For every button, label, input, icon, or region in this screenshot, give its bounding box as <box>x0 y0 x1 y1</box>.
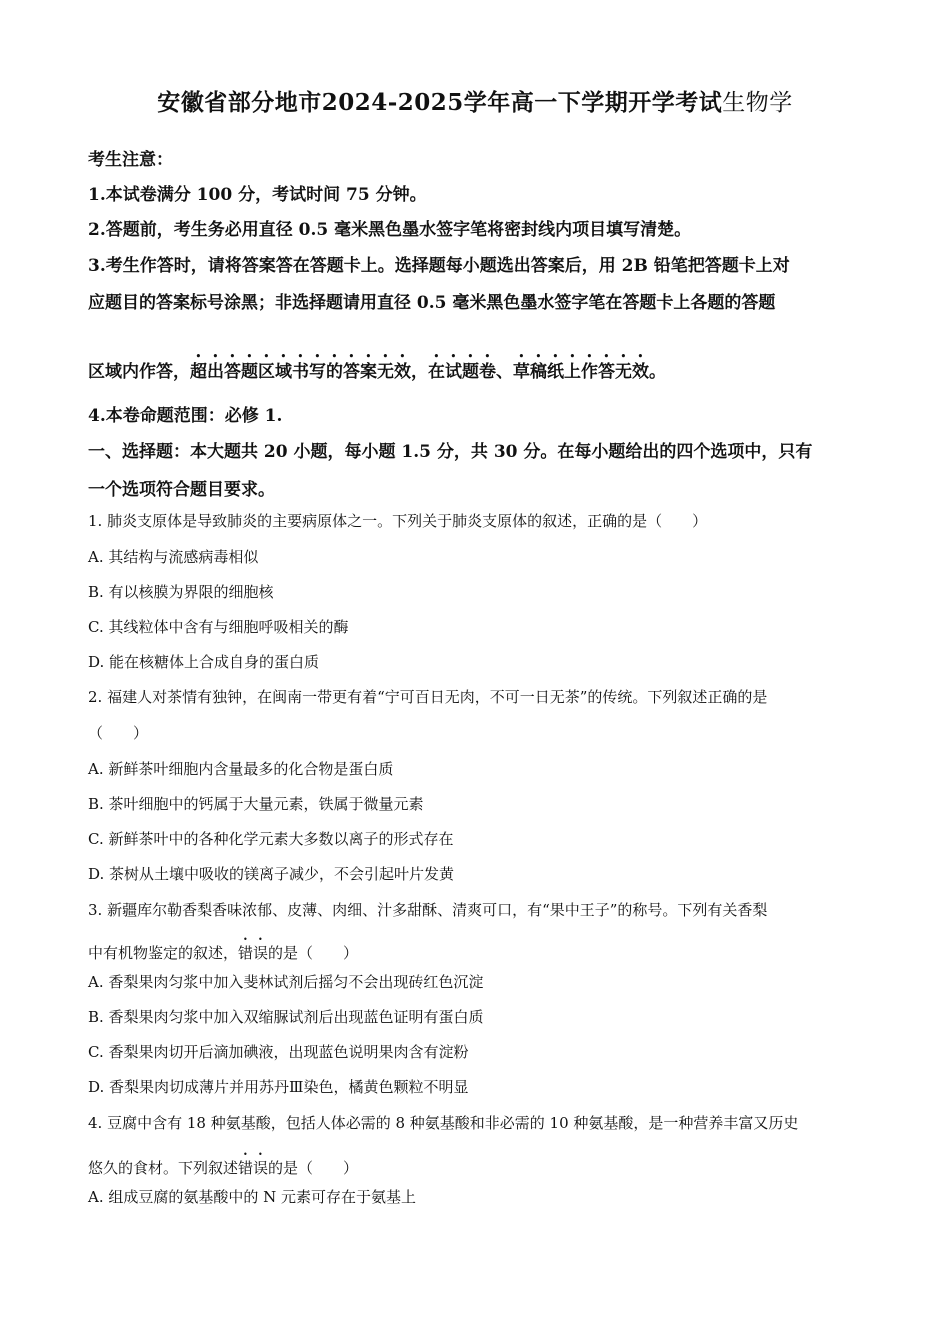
notice-item-3-line-3 <box>88 352 666 382</box>
section-heading-line-2: 一个选项符合题目要求。 <box>88 480 275 500</box>
question-3-option-d: D. 香梨果肉切成薄片并用苏丹Ⅲ染色，橘黄色颗粒不明显 <box>88 1078 469 1096</box>
page-title <box>0 84 950 117</box>
stem-text: 的是（ ） <box>268 1159 359 1177</box>
question-2-option-d: D. 茶树从土壤中吸收的镁离子减少，不会引起叶片发黄 <box>88 865 455 883</box>
stem-text: 悠久的食材。下列叙述 <box>88 1159 239 1177</box>
question-3-option-b: B. 香梨果肉匀浆中加入双缩脲试剂后出现蓝色证明有蛋白质 <box>88 1008 484 1026</box>
question-4-option-a: A. 组成豆腐的氨基酸中的 N 元素可存在于氨基上 <box>88 1188 417 1206</box>
question-2-stem-line-1: 2. 福建人对茶情有独钟，在闽南一带更有着“宁可百日无肉，不可一日无茶”的传统。下列叙述正确的是 <box>88 688 768 706</box>
notice-item-4: 4.本卷命题范围：必修 1. <box>88 406 283 426</box>
notice-item-2: 2.答题前，考生务必用直径 0.5 毫米黑色墨水签字笔将密封线内项目填写清楚。 <box>88 220 692 240</box>
notice-item-3-line-1: 3.考生作答时，请将答案答在答题卡上。选择题每小题选出答案后，用 2B 铅笔把答题卡上对 <box>88 256 790 276</box>
stem-text: 的是（ ） <box>268 944 359 962</box>
question-2-option-b: B. 茶叶细胞中的钙属于大量元素，铁属于微量元素 <box>88 795 424 813</box>
question-1-option-b: B. 有以核膜为界限的细胞核 <box>88 583 274 601</box>
emphasis-text: 超出答题区域书写的答案无效 <box>190 362 411 382</box>
question-3-option-a: A. 香梨果肉匀浆中加入斐林试剂后摇匀不会出现砖红色沉淀 <box>88 973 484 991</box>
question-1-stem: 1. 肺炎支原体是导致肺炎的主要病原体之一。下列关于肺炎支原体的叙述，正确的是（ ） <box>88 512 708 530</box>
question-4-stem-line-2 <box>88 1150 358 1178</box>
stem-text: 中有机物鉴定的叙述， <box>88 944 239 962</box>
section-heading-line-1: 一、选择题：本大题共 20 小题，每小题 1.5 分，共 30 分。在每小题给出的四个选项中，只有 <box>88 442 813 462</box>
notice-text: ， <box>411 362 428 382</box>
notice-heading: 考生注意： <box>88 150 173 170</box>
emphasis-text: 错误 <box>238 944 269 962</box>
question-2-option-a: A. 新鲜茶叶细胞内含量最多的化合物是蛋白质 <box>88 760 394 778</box>
question-1-option-a: A. 其结构与流感病毒相似 <box>88 548 259 566</box>
notice-item-1: 1.本试卷满分 100 分，考试时间 75 分钟。 <box>88 185 427 205</box>
emphasis-text: 在试题卷、草稿纸上作答无效 <box>428 362 649 382</box>
question-4-stem-line-1: 4. 豆腐中含有 18 种氨基酸，包括人体必需的 8 种氨基酸和非必需的 10 种氨基酸，是一种营养丰富又历史 <box>88 1114 799 1132</box>
question-2-stem-line-2: （ ） <box>88 724 149 742</box>
question-1-option-c: C. 其线粒体中含有与细胞呼吸相关的酶 <box>88 618 349 636</box>
question-3-option-c: C. 香梨果肉切开后滴加碘液，出现蓝色说明果肉含有淀粉 <box>88 1043 469 1061</box>
emphasis-text: 错误 <box>238 1159 269 1177</box>
title-subject: 生物学 <box>722 90 793 116</box>
question-1-option-d: D. 能在核糖体上合成自身的蛋白质 <box>88 653 320 671</box>
question-3-stem-line-1: 3. 新疆库尔勒香梨香味浓郁、皮薄、肉细、汁多甜酥、清爽可口，有“果中王子”的称号。下列有关香梨 <box>88 901 768 919</box>
notice-text: 区域内作答， <box>88 362 190 382</box>
title-main: 安徽省部分地市2024-2025学年高一下学期开学考试 <box>157 89 723 116</box>
question-3-stem-line-2 <box>88 935 358 963</box>
notice-item-3-line-2: 应题目的答案标号涂黑；非选择题请用直径 0.5 毫米黑色墨水签字笔在答题卡上各题的答题 <box>88 293 776 313</box>
question-2-option-c: C. 新鲜茶叶中的各种化学元素大多数以离子的形式存在 <box>88 830 454 848</box>
notice-text: 。 <box>649 362 666 382</box>
